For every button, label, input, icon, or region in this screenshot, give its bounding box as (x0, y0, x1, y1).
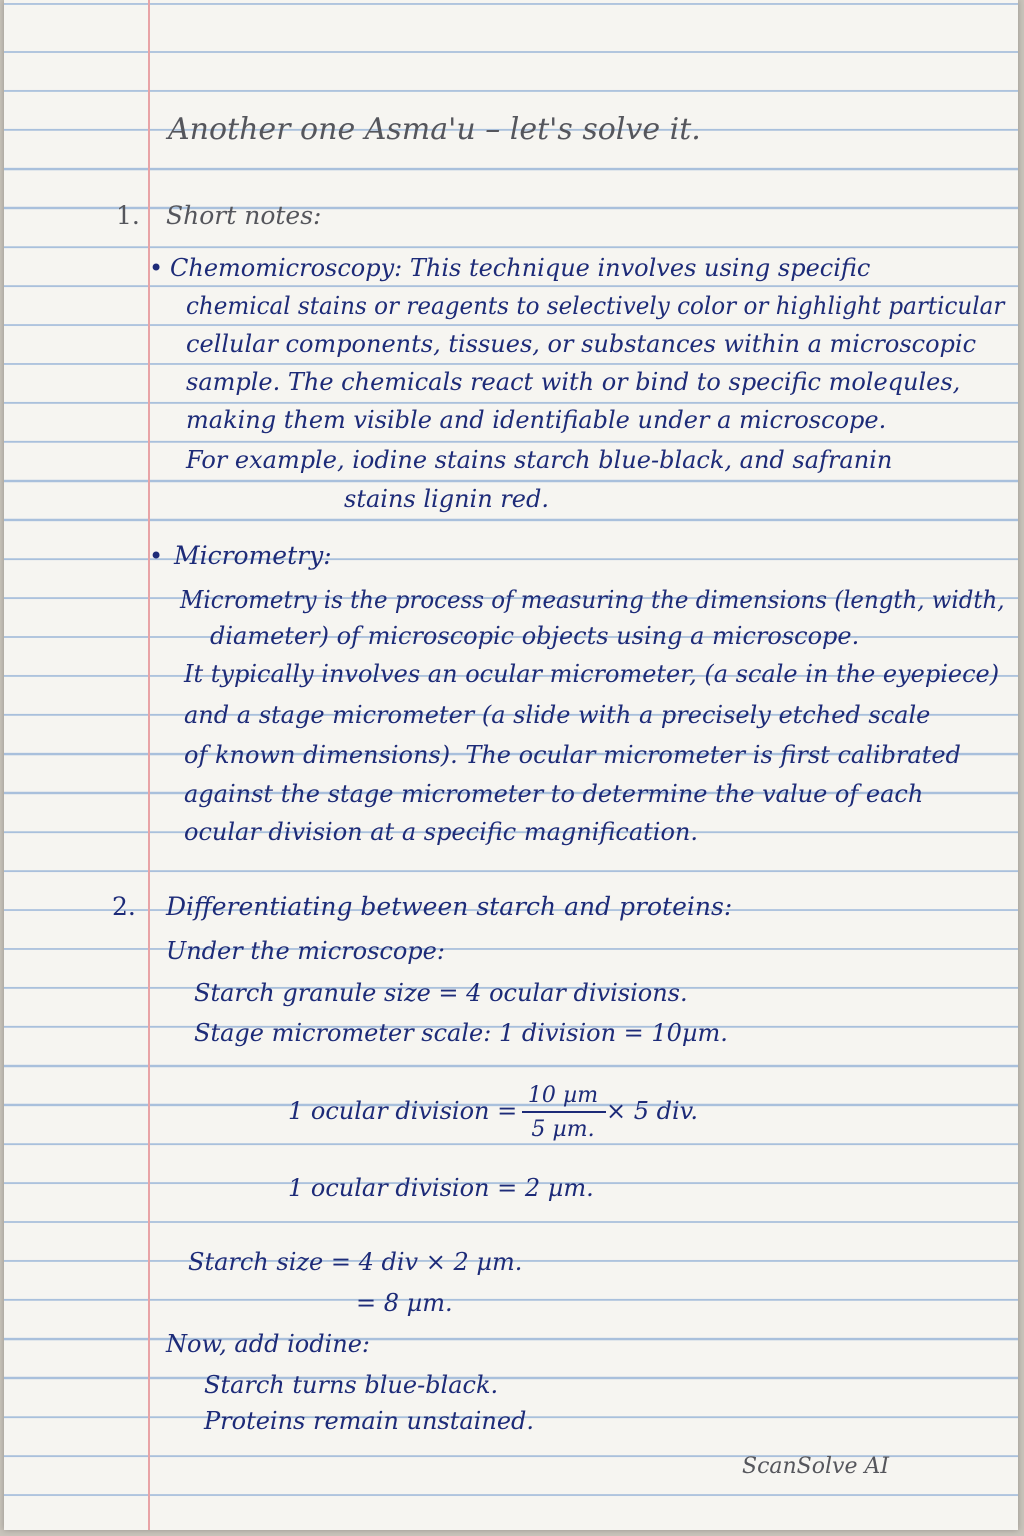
iodine-line: Now, add iodine: (166, 1330, 370, 1358)
chemo-line-1: Chemomicroscopy: This technique involves using specific (170, 254, 871, 282)
starch-size-line-1: Starch size = 4 div × 2 µm. (188, 1248, 523, 1276)
chemo-bullet: • (149, 254, 164, 282)
calc2-line: 1 ocular division = 2 µm. (288, 1174, 594, 1202)
micro-line-4: and a stage micrometer (a slide with a precisely etched scale (184, 701, 931, 729)
result-line-1: Starch turns blue-black. (204, 1371, 499, 1399)
calc1-denominator: 5 µm. (531, 1117, 595, 1142)
page-title: Another one Asma'u – let's solve it. (168, 112, 701, 147)
chemo-line-6: For example, iodine stains starch blue-black, and safranin (186, 446, 893, 474)
q2-heading: Differentiating between starch and proteins: (166, 892, 733, 921)
q1-heading: Short notes: (166, 201, 322, 230)
result-line-2: Proteins remain unstained. (204, 1407, 535, 1435)
fraction-bar (522, 1111, 606, 1113)
chemo-line-3: cellular components, tissues, or substances within a microscopic (186, 330, 977, 358)
calc1-numerator: 10 µm (527, 1083, 599, 1108)
micro-line-6: against the stage micrometer to determine the value of each (184, 780, 924, 808)
given-line-1: Starch granule size = 4 ocular divisions. (194, 979, 688, 1007)
q2-subheading: Under the microscope: (166, 937, 445, 965)
chemo-line-4: sample. The chemicals react with or bind to specific molequles, (186, 368, 961, 396)
given-line-2: Stage micrometer scale: 1 division = 10µm. (194, 1019, 728, 1047)
brand-signature: ScanSolve AI (742, 1454, 890, 1479)
chemo-line-5: making them visible and identifiable under a microscope. (186, 406, 887, 434)
chemo-line-2: chemical stains or reagents to selectively color or highlight particular (186, 292, 1005, 320)
question-number-1: 1. (116, 201, 140, 230)
micro-line-2: diameter) of microscopic objects using a microscope. (210, 622, 860, 650)
micro-heading: Micrometry: (174, 541, 332, 570)
micro-line-5: of known dimensions). The ocular micrometer is first calibrated (184, 741, 961, 769)
question-number-2: 2. (112, 892, 136, 921)
micro-bullet: • (149, 542, 164, 570)
notebook-page (4, 0, 1018, 1530)
micro-line-3: It typically involves an ocular micrometer, (a scale in the eyepiece) (184, 660, 1000, 688)
margin-line (148, 0, 150, 1530)
micro-line-1: Micrometry is the process of measuring the dimensions (length, width, (180, 586, 1005, 614)
starch-size-line-2: = 8 µm. (356, 1289, 453, 1317)
calc1-rhs: × 5 div. (606, 1097, 699, 1125)
chemo-line-7: stains lignin red. (344, 485, 549, 513)
calc1-lhs: 1 ocular division = (288, 1097, 518, 1125)
micro-line-7: ocular division at a specific magnification. (184, 818, 699, 846)
